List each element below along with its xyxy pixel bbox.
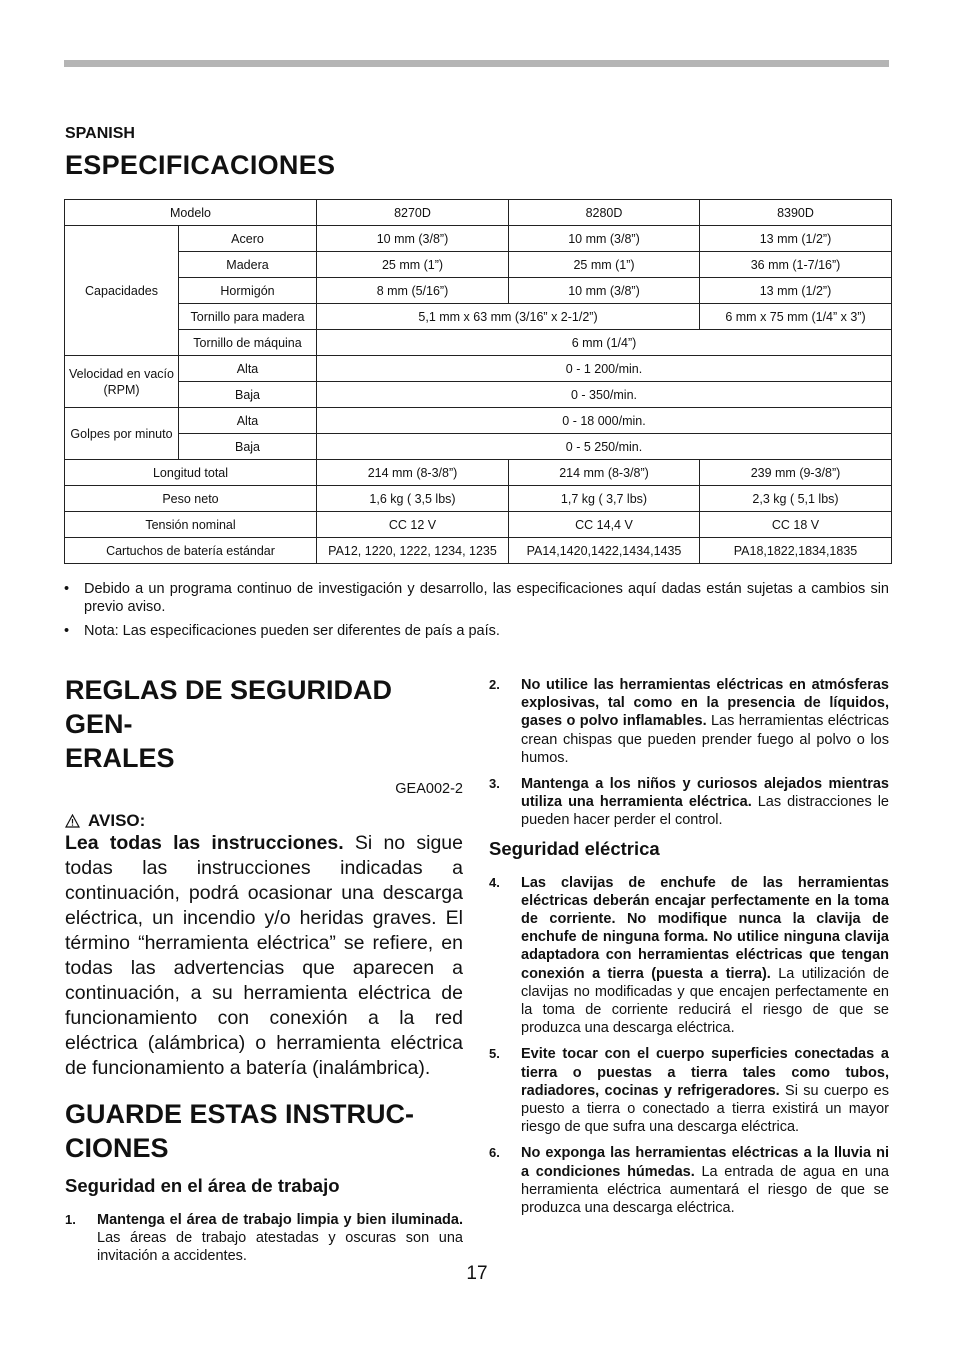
table-cell: 214 mm (8-3/8”) — [509, 460, 700, 486]
item-number: 2. — [489, 677, 500, 692]
item-rest: Las áreas de trabajo atestadas y oscuras son una invitación a accidentes. — [97, 1230, 463, 1265]
item-rest: Si su cuerpo es puesto a tierra o conectado a tierra existirá un mayor riesgo de que sufra una descarga eléctrica. — [521, 1082, 889, 1136]
aviso-body — [65, 831, 463, 1081]
item-number: 3. — [489, 776, 500, 792]
table-row — [65, 408, 892, 434]
title-line: REGLAS DE SEGURIDAD GEN- — [65, 675, 393, 739]
table-cell: Alta — [179, 408, 317, 434]
spec-notes — [64, 580, 889, 646]
list-item — [489, 1045, 889, 1136]
table-cell: Cartuchos de batería estándar — [65, 538, 317, 564]
table-cell: 10 mm (3/8”) — [317, 226, 509, 252]
table-cell: 5,1 mm x 63 mm (3/16” x 2-1/2”) — [317, 304, 700, 330]
table-cell: 25 mm (1”) — [317, 252, 509, 278]
subheading-area-trabajo: Seguridad en el área de trabajo — [65, 1175, 340, 1196]
table-cell: Velocidad en vacío (RPM) — [65, 356, 179, 408]
table-cell: 8270D — [317, 200, 509, 226]
item-text — [521, 874, 889, 1038]
table-cell: 8280D — [509, 200, 700, 226]
bullet: • — [64, 623, 70, 639]
table-cell: 239 mm (9-3/8”) — [700, 460, 892, 486]
table-row — [65, 382, 892, 408]
list-item — [489, 874, 889, 1038]
table-cell: Golpes por minuto — [65, 408, 179, 460]
right-column — [489, 676, 889, 1225]
table-cell: 6 mm x 75 mm (1/4” x 3”) — [700, 304, 892, 330]
top-rule — [64, 60, 889, 67]
aviso-label: AVISO: — [88, 811, 146, 830]
table-cell: 13 mm (1/2”) — [700, 226, 892, 252]
table-row — [65, 278, 892, 304]
table-row — [65, 356, 892, 382]
table-cell: 6 mm (1/4”) — [317, 330, 892, 356]
table-cell: 0 - 1 200/min. — [317, 356, 892, 382]
item-text — [521, 1144, 889, 1217]
table-cell: PA14,1420,1422,1434,1435 — [509, 538, 700, 564]
table-row — [65, 200, 892, 226]
table-cell: 0 - 5 250/min. — [317, 434, 892, 460]
title-line: ERALES — [65, 743, 175, 773]
aviso-bold: Lea todas las instrucciones. — [65, 832, 344, 854]
table-row — [65, 486, 892, 512]
table-cell: 25 mm (1”) — [509, 252, 700, 278]
table-cell: CC 18 V — [700, 512, 892, 538]
table-cell: CC 12 V — [317, 512, 509, 538]
table-row — [65, 434, 892, 460]
table-cell: PA12, 1220, 1222, 1234, 1235 — [317, 538, 509, 564]
item-bold: No utilice las herramientas eléctricas en atmósferas explosivas, tal como en la presencia de líquidos, gases o polvo inflamables. — [521, 677, 889, 730]
bullet: • — [64, 581, 70, 597]
item-text — [521, 676, 889, 767]
item-bold: Mantenga el área de trabajo limpia y bien iluminada. — [97, 1212, 463, 1228]
item-text — [521, 1045, 889, 1136]
list-item — [65, 1211, 463, 1266]
table-cell: CC 14,4 V — [509, 512, 700, 538]
list-item — [489, 676, 889, 767]
list-item — [64, 622, 889, 640]
table-cell: PA18,1822,1834,1835 — [700, 538, 892, 564]
table-cell: 1,6 kg ( 3,5 lbs) — [317, 486, 509, 512]
item-number: 4. — [489, 874, 500, 890]
table-cell: Modelo — [65, 200, 317, 226]
table-cell: 0 - 350/min. — [317, 382, 892, 408]
item-rest: Las herramientas eléctricas crean chispas que pueden prender fuego al polvo o los humos. — [521, 713, 890, 766]
page-title: ESPECIFICACIONES — [65, 150, 336, 180]
table-cell: 8390D — [700, 200, 892, 226]
title-line: CIONES — [65, 1133, 169, 1163]
table-cell: Hormigón — [179, 278, 317, 304]
table-cell: Longitud total — [65, 460, 317, 486]
item-text — [97, 1211, 463, 1266]
document-code: GEA002-2 — [395, 781, 463, 797]
table-cell: 36 mm (1-7/16”) — [700, 252, 892, 278]
table-cell: Madera — [179, 252, 317, 278]
table-cell: Peso neto — [65, 486, 317, 512]
table-cell: 10 mm (3/8”) — [509, 226, 700, 252]
table-row — [65, 512, 892, 538]
aviso-text: Si no sigue todas las instrucciones indicadas a continuación, podrá ocasionar una descarga eléctrica, un incendio y/o heridas graves. El término “herramienta eléctrica” se refiere, en todas las advertencias que aparecen a continuación, a su herramienta eléctrica de funcionamiento con conexión a la red eléctrica (alámbrica) o herramienta eléctrica de funcionamiento a batería (inalámbrica). — [65, 832, 463, 1079]
note-text: Nota: Las especificaciones pueden ser diferentes de país a país. — [84, 623, 500, 639]
table-cell: Tensión nominal — [65, 512, 317, 538]
list-item — [64, 580, 889, 616]
table-cell: 2,3 kg ( 5,1 lbs) — [700, 486, 892, 512]
item-text — [521, 775, 889, 830]
table-row — [65, 304, 892, 330]
table-row — [65, 252, 892, 278]
item-bold: Evite tocar con el cuerpo superficies conectadas a tierra o puestas a tierra tales como tubos, radiadores, cocinas y refrigeradores. — [521, 1046, 889, 1099]
table-cell: Acero — [179, 226, 317, 252]
table-cell: 13 mm (1/2”) — [700, 278, 892, 304]
item-rest: La entrada de agua en una herramienta eléctrica aumentará el riesgo de que se produzca una descarga eléctrica. — [521, 1163, 889, 1217]
table-cell: 0 - 18 000/min. — [317, 408, 892, 434]
left-column — [65, 673, 463, 1274]
table-cell: Baja — [179, 434, 317, 460]
item-bold: Mantenga a los niños y curiosos alejados mientras utiliza una herramienta eléctrica. — [521, 776, 889, 811]
aviso-heading — [65, 811, 463, 831]
title-line: GUARDE ESTAS INSTRUC- — [65, 1099, 415, 1129]
table-row — [65, 226, 892, 252]
table-row — [65, 460, 892, 486]
table-cell: Tornillo de máquina — [179, 330, 317, 356]
note-text: Debido a un programa continuo de investigación y desarrollo, las especificaciones aquí dadas están sujetas a cambios sin previo aviso. — [84, 581, 889, 615]
page-number: 17 — [466, 1263, 488, 1284]
table-cell: Alta — [179, 356, 317, 382]
table-cell: Tornillo para madera — [179, 304, 317, 330]
section-title-reglas — [65, 673, 463, 775]
table-row — [65, 538, 892, 564]
language-label: SPANISH — [65, 125, 135, 142]
table-cell: 1,7 kg ( 3,7 lbs) — [509, 486, 700, 512]
section-title-guarde — [65, 1097, 463, 1165]
item-rest: Las distracciones le pueden hacer perder el control. — [521, 794, 889, 829]
item-bold: No exponga las herramientas eléctricas a la lluvia ni a condiciones húmedas. — [521, 1145, 889, 1180]
table-cell: 8 mm (5/16”) — [317, 278, 509, 304]
item-number: 5. — [489, 1046, 500, 1062]
table-row — [65, 330, 892, 356]
spec-table — [64, 199, 892, 564]
table-cell: Baja — [179, 382, 317, 408]
list-item — [489, 775, 889, 830]
item-number: 6. — [489, 1145, 500, 1161]
table-cell: 10 mm (3/8”) — [509, 278, 700, 304]
item-number: 1. — [65, 1212, 76, 1227]
table-cell: Capacidades — [65, 226, 179, 356]
subheading-electrica: Seguridad eléctrica — [489, 837, 660, 859]
list-item — [489, 1144, 889, 1217]
item-rest: La utilización de clavijas no modificadas y que encajen perfectamente en la toma de corriente reducirá el riesgo de que se produzca una descarga eléctrica. — [521, 965, 890, 1037]
table-cell: 214 mm (8-3/8”) — [317, 460, 509, 486]
warning-icon — [65, 814, 80, 828]
item-bold: Las clavijas de enchufe de las herramientas eléctricas deberán encajar perfectamente en la toma de corriente. No modifique nunca la clavija de enchufe de ninguna forma. No utilice ninguna clavija adaptadora con herramientas eléctricas que tengan conexión a tierra (puesta a tierra). — [521, 874, 889, 982]
